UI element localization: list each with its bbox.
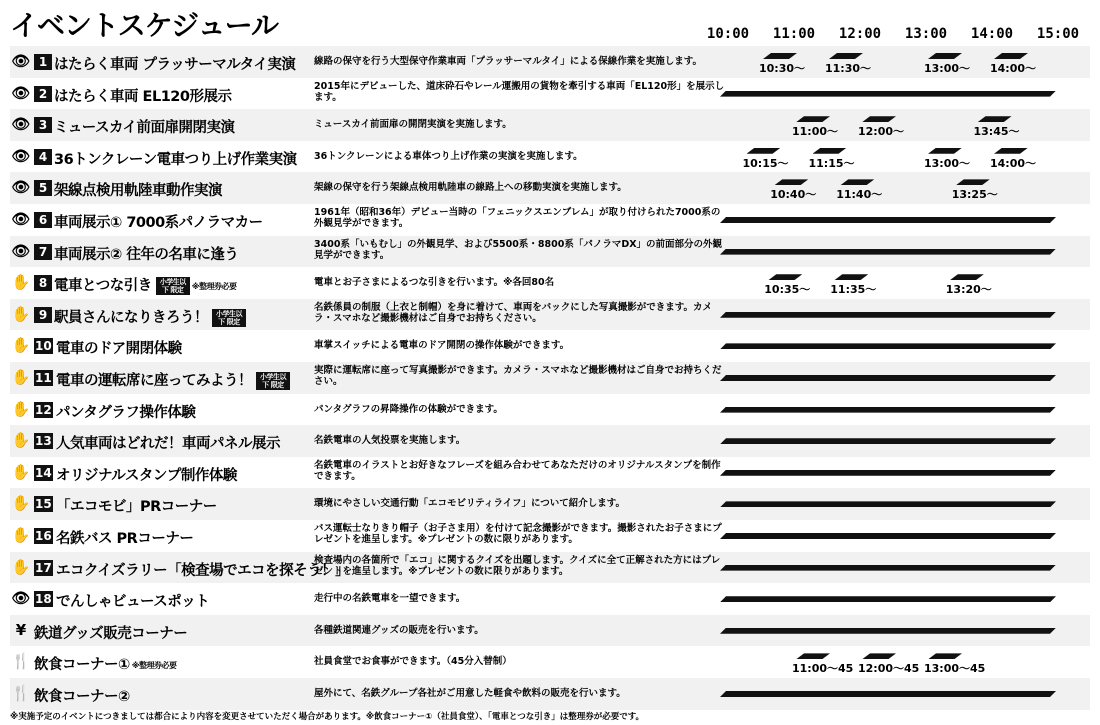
session-time: 14:00〜: [990, 156, 1037, 170]
hand-icon: ✋: [11, 557, 31, 576]
event-description: 走行中の名鉄電車を一望できます。: [314, 593, 466, 605]
all-day-bar: [720, 249, 1056, 255]
all-day-bar: [720, 628, 1056, 634]
event-name: [56, 464, 237, 485]
event-description: 36トンクレーンによる車体つり上げ作業の実演を実施します。: [314, 150, 583, 162]
all-day-bar: [720, 691, 1056, 697]
all-day-bar: [720, 91, 1056, 97]
event-description: 電車とお子さまによるつな引きを行います。※各回80名: [314, 277, 555, 289]
age-limit-badge: 小学生以下 限定: [256, 372, 290, 390]
event-number: 13: [35, 434, 52, 449]
session-time: 13:00〜45: [924, 662, 986, 676]
event-description: 架線の保守を行う架線点検用軌陸車の線路上への移動実演を実施します。: [314, 182, 627, 194]
hand-icon: ✋: [11, 399, 31, 418]
event-name: [56, 590, 209, 611]
event-number: 16: [35, 529, 52, 543]
event-name-text: 車両展示① 7000系パノラマカー: [54, 215, 263, 231]
event-description: 検査場内の各箇所で「エコ」に関するクイズを出題します。クイズに全て正解された方にはプレゼントを進呈します。※プレゼントの数に限りがあります。: [314, 554, 721, 577]
eye-icon: 👁: [11, 146, 31, 165]
event-description: バス運転士なりきり帽子（お子さま用）を付けて記念撮影ができます。撮影されたお子さまにプレゼントを進呈します。※プレゼントの数に限りがあります。: [314, 523, 722, 545]
event-description: 名鉄電車のイラストとお好きなフレーズを組み合わせてあなただけのオリジナルスタンプを制作できます。: [314, 459, 721, 482]
event-name: [56, 337, 182, 358]
event-number: 15: [35, 497, 52, 512]
age-limit-badge: 小学生以下 限定: [156, 277, 190, 295]
event-name-text: 架線点検用軌陸車動作実演: [54, 183, 222, 200]
event-name-text: 電車のドア開閉体験: [56, 341, 182, 358]
hand-icon: ✋: [11, 304, 31, 323]
event-name: [54, 243, 238, 264]
eye-icon: 👁: [11, 241, 31, 260]
event-name: [54, 306, 246, 327]
session-time: 14:00〜: [990, 62, 1037, 75]
event-name-text: 鉄道グッズ販売コーナー: [34, 625, 188, 642]
session-time: 13:00〜: [924, 156, 971, 170]
event-name-text: 電車の運転席に座ってみよう！: [56, 373, 252, 389]
all-day-bar: [720, 407, 1056, 413]
event-description: 2015年にデビューした、道床砕石やレール運搬用の貨物を牽引する車両「EL120形」を展示します。: [314, 80, 725, 103]
event-description: 環境にやさしい交通行動「エコモビリティライフ」について紹介します。: [314, 498, 626, 510]
event-description: 実際に運転席に座って写真撮影ができます。カメラ・スマホなど撮影機材はご自身でお持ちください。: [314, 365, 722, 387]
eye-icon: 👁: [11, 52, 31, 70]
all-day-bar: [720, 312, 1056, 318]
all-day-bar: [720, 533, 1056, 539]
fork-knife-icon: 🍴: [11, 684, 31, 702]
event-name: [54, 116, 235, 137]
hour-label: 14:00: [970, 26, 1014, 42]
event-name: [56, 527, 193, 548]
event-number: 7: [34, 244, 52, 260]
session-time: 13:00〜: [924, 62, 971, 75]
session-time: 12:00〜: [858, 125, 905, 139]
session-time: 11:15〜: [808, 156, 855, 170]
event-name: [56, 559, 349, 580]
hand-icon: ✋: [11, 431, 31, 450]
event-name: [34, 685, 130, 706]
session-time: 13:25〜: [951, 188, 998, 202]
event-number: 11: [35, 371, 52, 385]
event-name: [56, 495, 217, 516]
event-name-text: ミュースカイ前面扉開閉実演: [54, 120, 235, 137]
age-limit-badge: 小学生以下 限定: [212, 309, 246, 327]
event-number: 3: [34, 117, 52, 133]
event-number: 1: [34, 54, 52, 70]
event-name: [54, 211, 263, 232]
hand-icon: ✋: [11, 462, 31, 481]
all-day-bar: [720, 438, 1056, 444]
event-number: 2: [34, 86, 52, 102]
hour-label: 10:00: [706, 26, 750, 42]
event-name-text: でんしゃビュースポット: [56, 594, 210, 611]
session-time: 13:45〜: [973, 125, 1020, 139]
event-name-text: 車両展示② 往年の名車に逢う: [54, 246, 239, 263]
session-time: 11:35〜: [830, 283, 877, 297]
eye-icon: 👁: [11, 83, 31, 102]
hand-icon: ✋: [11, 336, 31, 355]
event-name-text: 「エコモビ」PRコーナー: [56, 499, 217, 516]
event-description: 車掌スイッチによる電車のドア開閉の操作体験ができます。: [314, 340, 570, 352]
event-number: 10: [35, 339, 52, 354]
event-name: [34, 653, 177, 674]
event-description: パンタグラフの昇降操作の体験ができます。: [314, 403, 503, 415]
event-row: [10, 109, 1090, 141]
event-name: [56, 432, 280, 453]
session-time: 10:30〜: [759, 62, 806, 75]
hour-label: 11:00: [772, 26, 816, 42]
session-time: 10:35〜: [764, 283, 811, 297]
event-number: 9: [34, 307, 52, 323]
event-name: [56, 369, 290, 390]
all-day-bar: [720, 501, 1056, 507]
event-description: ミュースカイ前面扉の開閉実演を実施します。: [314, 119, 512, 131]
event-description: 名鉄電車の人気投票を実施します。: [314, 435, 466, 447]
session-time: 10:15〜: [742, 156, 789, 170]
event-number: 8: [34, 275, 52, 291]
event-description: 屋外にて、名鉄グループ各社がご用意した軽食や飲料の販売を行います。: [314, 688, 626, 699]
event-name-text: 飲食コーナー②: [34, 689, 130, 705]
event-name-text: はたらく車両 プラッサーマルタイ実演: [54, 57, 296, 73]
all-day-bar: [720, 596, 1056, 602]
event-name: [54, 148, 297, 169]
session-time: 11:00〜: [792, 125, 839, 139]
all-day-bar: [720, 343, 1056, 349]
hand-icon: ✋: [11, 526, 31, 544]
session-time: 10:40〜: [770, 188, 817, 202]
session-time: 11:30〜: [825, 62, 872, 75]
all-day-bar: [720, 565, 1056, 571]
footer-note: ※実施予定のイベントにつきましては都合により内容を変更させていただく場合があります。※飲食コーナー①（社員食堂）、「電車とつな引き」は整理券が必要です。: [10, 712, 645, 722]
eye-icon: 👁: [11, 589, 31, 608]
event-description: 3400系「いもむし」の外観見学、および5500系・8800系「パノラマDX」の前面部分の外観見学ができます。: [314, 238, 723, 261]
all-day-bar: [720, 470, 1056, 476]
event-name: [34, 622, 187, 643]
event-name-text: 電車とつな引き: [54, 278, 152, 295]
page-title: イベントスケジュール: [10, 9, 279, 42]
eye-icon: 👁: [11, 115, 31, 134]
event-name: [54, 53, 295, 74]
event-number: 18: [35, 592, 52, 607]
event-number: 12: [35, 402, 52, 417]
all-day-bar: [720, 217, 1056, 223]
hand-icon: ✋: [11, 273, 31, 292]
hand-icon: ✋: [11, 494, 31, 513]
fork-knife-icon: 🍴: [11, 652, 31, 671]
event-description: 1961年（昭和36年）デビュー当時の「フェニックスエンブレム」が取り付けられた7000系の外観見学ができます。: [314, 207, 721, 229]
event-number: 14: [35, 465, 52, 480]
event-name-text: エコクイズラリー「検査場でエコを探そう！」: [56, 562, 350, 579]
event-name: [54, 85, 231, 106]
event-name-text: 飲食コーナー①: [34, 657, 130, 674]
event-row: [10, 267, 1090, 299]
yen-icon: ¥: [15, 620, 27, 639]
event-name: [54, 179, 222, 200]
session-time: 11:40〜: [836, 188, 883, 202]
event-name-text: 名鉄バス PRコーナー: [56, 531, 194, 547]
event-name-text: オリジナルスタンプ制作体験: [56, 467, 237, 484]
event-name-text: 36トンクレーン電車つり上げ作業実演: [54, 151, 297, 168]
event-description: 名鉄係員の制服（上衣と制帽）を身に着けて、車両をバックにした写真撮影ができます。カメラ・スマホなど撮影機材はご自身でお持ちください。: [314, 301, 713, 324]
ticket-note: ※整理券必要: [191, 281, 237, 291]
event-description: 社員食堂でお食事ができます。（45分入替制）: [314, 656, 512, 668]
hour-label: 13:00: [904, 26, 948, 42]
all-day-bar: [720, 375, 1056, 381]
event-name: [54, 274, 237, 295]
event-description: 各種鉄道関連グッズの販売を行います。: [314, 624, 484, 636]
eye-icon: 👁: [11, 178, 31, 197]
session-time: 12:00〜45: [858, 662, 920, 676]
ticket-note: ※整理券必要: [131, 660, 177, 670]
event-number: 17: [35, 560, 52, 575]
event-row: [10, 172, 1090, 204]
hand-icon: ✋: [11, 368, 31, 386]
session-time: 11:00〜45: [792, 662, 854, 676]
event-name-text: 駅員さんになりきろう！: [54, 309, 208, 326]
event-name: [56, 401, 195, 422]
hour-label: 15:00: [1036, 26, 1080, 42]
event-description: 線路の保守を行う大型保守作業車両「プラッサーマルタイ」による保線作業を実施します。: [314, 56, 702, 67]
session-time: 13:20〜: [945, 283, 992, 297]
event-name-text: パンタグラフ操作体験: [56, 404, 196, 421]
event-name-text: 人気車両はどれだ！車両パネル展示: [56, 436, 280, 453]
event-name-text: はたらく車両 EL120形展示: [54, 88, 232, 105]
hour-label: 12:00: [838, 26, 882, 42]
event-number: 4: [34, 149, 52, 165]
eye-icon: 👁: [11, 210, 31, 228]
event-number: 6: [34, 212, 52, 228]
event-number: 5: [34, 180, 52, 196]
